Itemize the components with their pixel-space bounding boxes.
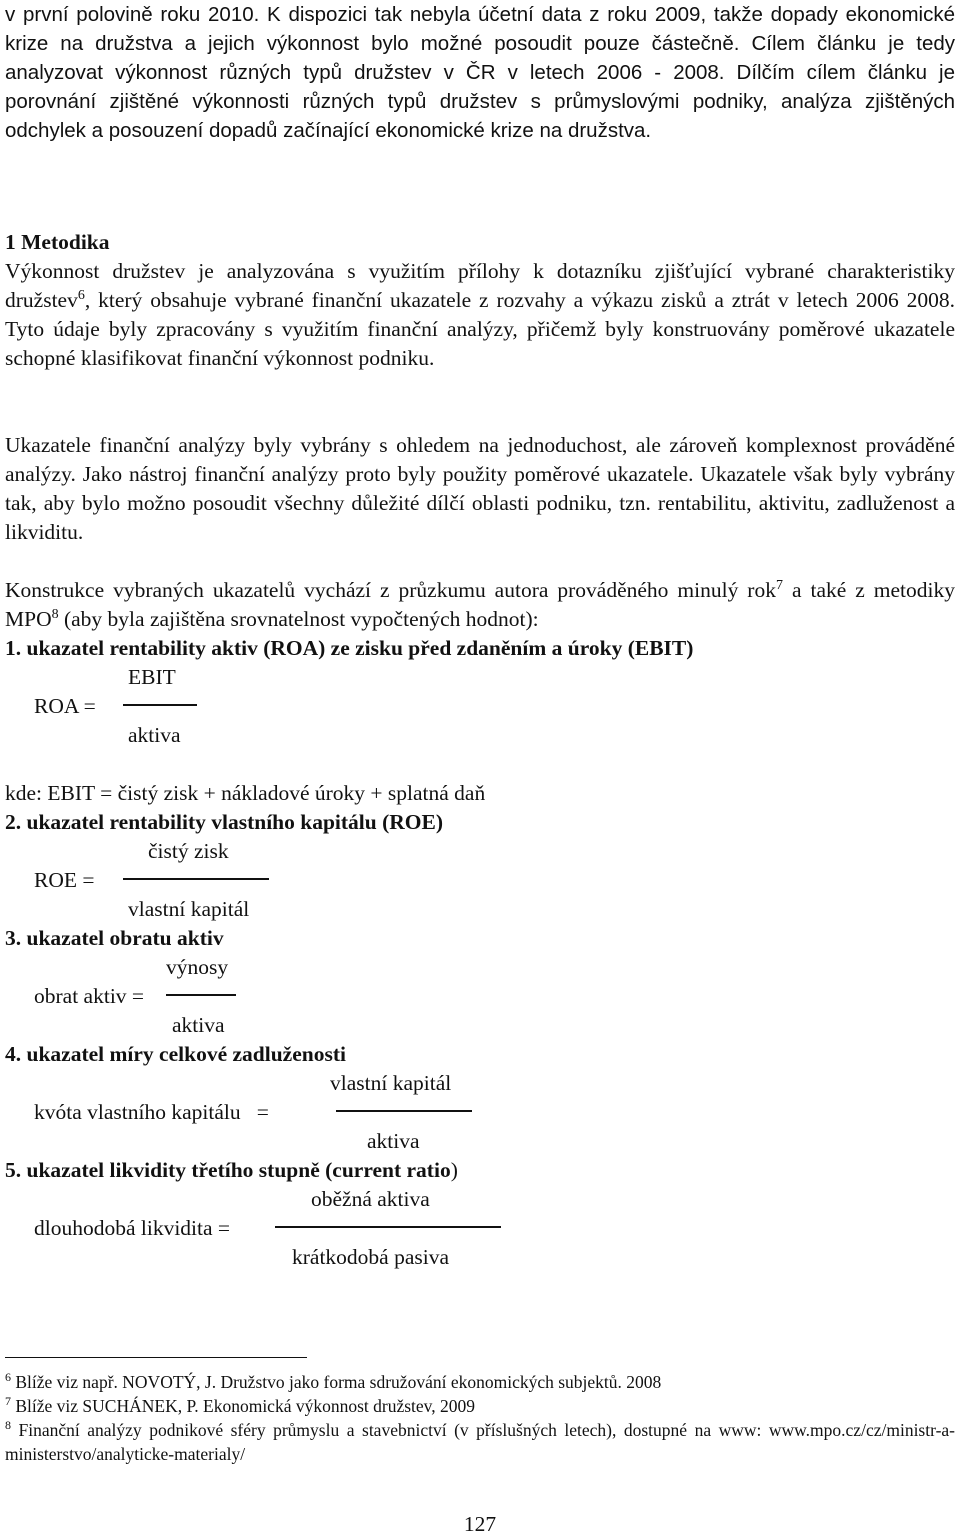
footnote-mark: 8 [5,1418,11,1432]
p1-text-before: Výkonnost družstev je analyzována s využitím přílohy k dotazníku zjišťující vybrané charakteristiky družstev [5,259,955,312]
fraction-bar [166,994,236,996]
indicator-heading: 2. ukazatel rentability vlastního kapitálu (ROE) [5,810,444,834]
footnote-separator [5,1357,307,1358]
footnote-ref-6: 6 [77,288,85,303]
formula-denominator: krátkodobá pasiva [292,1245,450,1269]
fraction-bar [123,704,197,706]
footnote-mark: 6 [5,1370,11,1384]
indicator-heading: 3. ukazatel obratu aktiv [5,926,224,950]
formula-lhs: kvóta vlastního kapitálu = [34,1100,269,1124]
methodology-paragraph-3 [5,576,955,634]
formula-numerator: čistý zisk [148,839,229,863]
formula-denominator: vlastní kapitál [128,897,250,921]
formula-numerator: EBIT [128,665,176,689]
fraction-bar [123,878,269,880]
fraction-bar [336,1110,472,1112]
page-number: 127 [463,1512,497,1536]
formula-lhs: ROA = [34,694,96,718]
footnote-8 [5,1418,955,1466]
formula-numerator: oběžná aktiva [311,1187,430,1211]
formula-denominator: aktiva [128,723,181,747]
footnote-6 [5,1370,955,1394]
fraction-bar [275,1226,501,1228]
footnote-text: Blíže viz např. NOVOTÝ, J. Družstvo jako forma sdružování ekonomických subjektů. 2008 [11,1372,662,1392]
formula-denominator: aktiva [172,1013,225,1037]
formula-note: kde: EBIT = čistý zisk + nákladové úroky + splatná daň [5,781,486,805]
indicator-heading-bold: 5. ukazatel likvidity třetího stupně (current ratio [5,1158,451,1182]
p1-text-after: , který obsahuje vybrané finanční ukazatele z rozvahy a výkazu zisků a ztrát v letech 2006 2008. Tyto údaje byly zpracovány s využitím finanční analýzy, přičemž byly konstruovány poměrové ukazatele schopné klasifikovat finanční výkonnost podniku. [5,288,955,370]
indicator-heading-close: ) [450,1158,458,1182]
formula-numerator: vlastní kapitál [330,1071,452,1095]
indicator-heading: 4. ukazatel míry celkové zadluženosti [5,1042,346,1066]
footnote-ref-8: 8 [51,607,59,622]
p3-text-before: Konstrukce vybraných ukazatelů vychází z průzkumu autora prováděného minulý rok [5,578,776,602]
methodology-paragraph-1 [5,257,955,373]
formula-lhs: dlouhodobá likvidita = [34,1216,231,1240]
methodology-paragraph-2: Ukazatele finanční analýzy byly vybrány s ohledem na jednoduchost, ale zároveň komplexnost prováděné analýzy. Jako nástroj finanční analýzy proto byly použity poměrové ukazatele. Ukazatele však byly vybrány tak, aby bylo možno posoudit všechny důležité dílčí oblasti podniku, tzn. rentabilitu, aktivitu, zadluženost a likviditu. [5,433,955,544]
section-heading: 1 Metodika [5,230,110,254]
footnote-text: Blíže viz SUCHÁNEK, P. Ekonomická výkonnost družstev, 2009 [11,1396,476,1416]
p3-text-middle: a také z metodiky MPO [5,578,955,631]
footnote-mark: 7 [5,1394,11,1408]
footnote-7 [5,1394,955,1418]
p3-text-after: (aby byla zajištěna srovnatelnost vypočtených hodnot): [58,607,539,631]
formula-denominator: aktiva [367,1129,420,1153]
intro-paragraph: v první polovině roku 2010. K dispozici tak nebyla účetní data z roku 2009, takže dopady ekonomické krize na družstva a jejich výkonnost bylo možné posoudit pouze částečně. Cílem článku je tedy analyzovat výkonnost různých typů družstev v ČR v letech 2006 - 2008. Dílčím cílem článku je porovnání zjištěné výkonnosti různých typů družstev s průmyslovými podniky, analýza zjištěných odchylek a posouzení dopadů začínající ekonomické krize na družstva. [5,3,955,142]
footnote-text: Finanční analýzy podnikové sféry průmyslu a stavebnictví (v příslušných letech), dostupné na www: www.mpo.cz/cz/ministr-a-ministerstvo/analyticke-materialy/ [5,1420,955,1464]
formula-lhs: ROE = [34,868,95,892]
footnote-ref-7: 7 [775,578,783,593]
formula-numerator: výnosy [166,955,229,979]
indicator-heading: 1. ukazatel rentability aktiv (ROA) ze zisku před zdaněním a úroky (EBIT) [5,636,694,660]
formula-lhs: obrat aktiv = [34,984,145,1008]
indicator-heading [5,1156,458,1185]
